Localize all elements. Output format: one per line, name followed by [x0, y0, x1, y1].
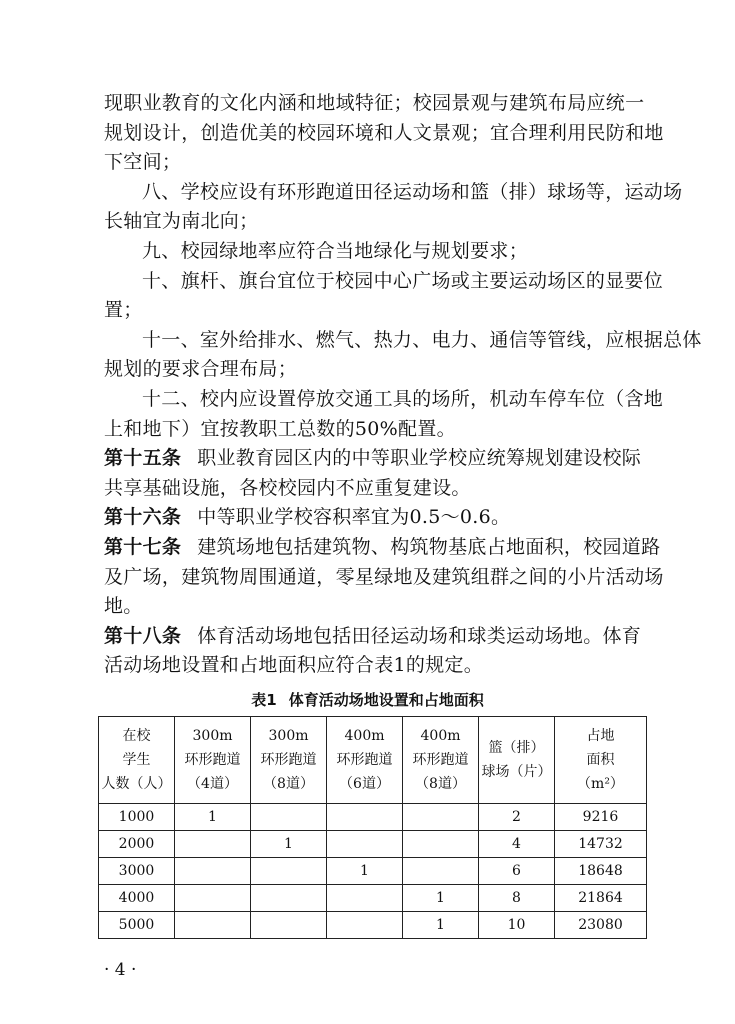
line-text: 共享基础设施，各校校园内不应重复建设。 — [104, 477, 471, 499]
table-cell: 2000 — [99, 831, 175, 858]
table-cell — [327, 885, 403, 912]
article-number: 第十五条 — [104, 447, 182, 469]
header-line: 300m — [268, 728, 309, 744]
table-cell — [251, 804, 327, 831]
table-cell: 6 — [479, 858, 555, 885]
table-row — [99, 804, 647, 831]
line-text: 下空间； — [104, 151, 182, 173]
table-cell — [403, 804, 479, 831]
text-line — [104, 120, 664, 146]
table-cell: 1 — [403, 912, 479, 939]
column-header — [327, 717, 403, 804]
table-cell: 9216 — [555, 804, 647, 831]
page-number: · 4 · — [104, 960, 137, 980]
line-text: 活动场地设置和占地面积应符合表1的规定。 — [104, 654, 484, 676]
table-cell — [327, 912, 403, 939]
text-line — [104, 564, 664, 590]
header-line: 人数（人） — [101, 776, 172, 792]
table-cell: 1 — [175, 804, 251, 831]
header-line: 300m — [192, 728, 233, 744]
line-text: 八、学校应设有环形跑道田径运动场和篮（排）球场等，运动场 — [142, 181, 683, 203]
article-line — [104, 445, 664, 471]
text-line — [104, 416, 664, 442]
line-text: 十二、校内应设置停放交通工具的场所，机动车停车位（含地 — [142, 388, 664, 410]
table-cell: 21864 — [555, 885, 647, 912]
text-line — [104, 593, 664, 619]
table-cell: 3000 — [99, 858, 175, 885]
table-cell: 5000 — [99, 912, 175, 939]
column-header — [99, 717, 175, 804]
table-cell — [403, 858, 479, 885]
column-header — [479, 717, 555, 804]
table-cell — [327, 831, 403, 858]
article-line — [104, 534, 664, 560]
table-cell — [175, 912, 251, 939]
line-text: 职业教育园区内的中等职业学校应统筹规划建设校际 — [197, 447, 642, 469]
table-cell — [251, 858, 327, 885]
text-line — [104, 90, 664, 116]
header-line: 在校 — [122, 728, 151, 744]
table-row — [99, 858, 647, 885]
header-line: 环形跑道 — [336, 752, 393, 768]
table-cell — [403, 831, 479, 858]
text-line — [142, 386, 702, 412]
article-number: 第十八条 — [104, 625, 182, 647]
table-cell: 1 — [327, 858, 403, 885]
header-line: （4道） — [187, 776, 238, 792]
column-header — [175, 717, 251, 804]
line-text: 十、旗杆、旗台宜位于校园中心广场或主要运动场区的显要位 — [142, 270, 664, 292]
header-line: 学生 — [122, 752, 151, 768]
article-line — [104, 504, 664, 530]
table-cell: 10 — [479, 912, 555, 939]
text-line — [142, 268, 702, 294]
line-text: 规划设计，创造优美的校园环境和人文景观；宜合理利用民防和地 — [104, 122, 664, 144]
table-row — [99, 885, 647, 912]
header-line: 面积 — [586, 752, 615, 768]
table-cell: 4000 — [99, 885, 175, 912]
line-text: 上和地下）宜按教职工总数的50%配置。 — [104, 418, 456, 440]
table-cell: 14732 — [555, 831, 647, 858]
line-text: 置； — [104, 299, 143, 321]
text-line — [142, 179, 702, 205]
header-line: 400m — [344, 728, 385, 744]
table-row — [99, 912, 647, 939]
column-header — [555, 717, 647, 804]
header-line: 400m — [420, 728, 461, 744]
table-caption — [0, 689, 735, 710]
line-text: 规划的要求合理布局； — [104, 358, 298, 380]
header-line: （6道） — [339, 776, 390, 792]
column-header — [251, 717, 327, 804]
line-text: 及广场，建筑物周围通道，零星绿地及建筑组群之间的小片活动场 — [104, 566, 664, 588]
header-line: （8道） — [415, 776, 466, 792]
table-cell: 18648 — [555, 858, 647, 885]
table-row — [99, 831, 647, 858]
text-line — [142, 327, 702, 353]
text-line — [142, 238, 702, 264]
line-text: 中等职业学校容积率宜为0.5～0.6。 — [197, 506, 511, 528]
table-cell — [175, 831, 251, 858]
header-line: 环形跑道 — [184, 752, 241, 768]
text-line — [104, 149, 664, 175]
header-line: （8道） — [263, 776, 314, 792]
line-text: 地。 — [104, 595, 143, 617]
table-title: 体育活动场地设置和占地面积 — [288, 691, 484, 709]
article-number: 第十七条 — [104, 536, 182, 558]
table-cell: 2 — [479, 804, 555, 831]
table-cell — [175, 885, 251, 912]
header-line: （m²） — [577, 776, 624, 792]
table-cell: 1 — [251, 831, 327, 858]
text-line — [104, 297, 664, 323]
table-cell: 8 — [479, 885, 555, 912]
table-cell — [327, 804, 403, 831]
sports-facility-table — [98, 716, 647, 939]
table-number: 表1 — [251, 691, 277, 709]
table-cell: 23080 — [555, 912, 647, 939]
table-cell: 1 — [403, 885, 479, 912]
text-line — [104, 652, 664, 678]
header-line: 环形跑道 — [412, 752, 469, 768]
table-cell — [251, 885, 327, 912]
header-line: 篮（排） — [488, 740, 545, 756]
header-line: 占地 — [586, 728, 615, 744]
table-cell: 1000 — [99, 804, 175, 831]
text-line — [104, 356, 664, 382]
article-number: 第十六条 — [104, 506, 182, 528]
line-text: 体育活动场地包括田径运动场和球类运动场地。体育 — [197, 625, 642, 647]
table-cell: 4 — [479, 831, 555, 858]
line-text: 长轴宜为南北向； — [104, 210, 259, 232]
line-text: 建筑场地包括建筑物、构筑物基底占地面积，校园道路 — [197, 536, 661, 558]
article-line — [104, 623, 664, 649]
column-header — [403, 717, 479, 804]
header-line: 环形跑道 — [260, 752, 317, 768]
text-line — [104, 208, 664, 234]
table-cell — [251, 912, 327, 939]
header-line: 球场（片） — [481, 764, 552, 780]
line-text: 现职业教育的文化内涵和地域特征；校园景观与建筑布局应统一 — [104, 92, 645, 114]
line-text: 九、校园绿地率应符合当地绿化与规划要求； — [142, 240, 529, 262]
table-header-row — [99, 717, 647, 804]
table-cell — [175, 858, 251, 885]
line-text: 十一、室外给排水、燃气、热力、电力、通信等管线，应根据总体 — [142, 329, 702, 351]
text-line — [104, 475, 664, 501]
